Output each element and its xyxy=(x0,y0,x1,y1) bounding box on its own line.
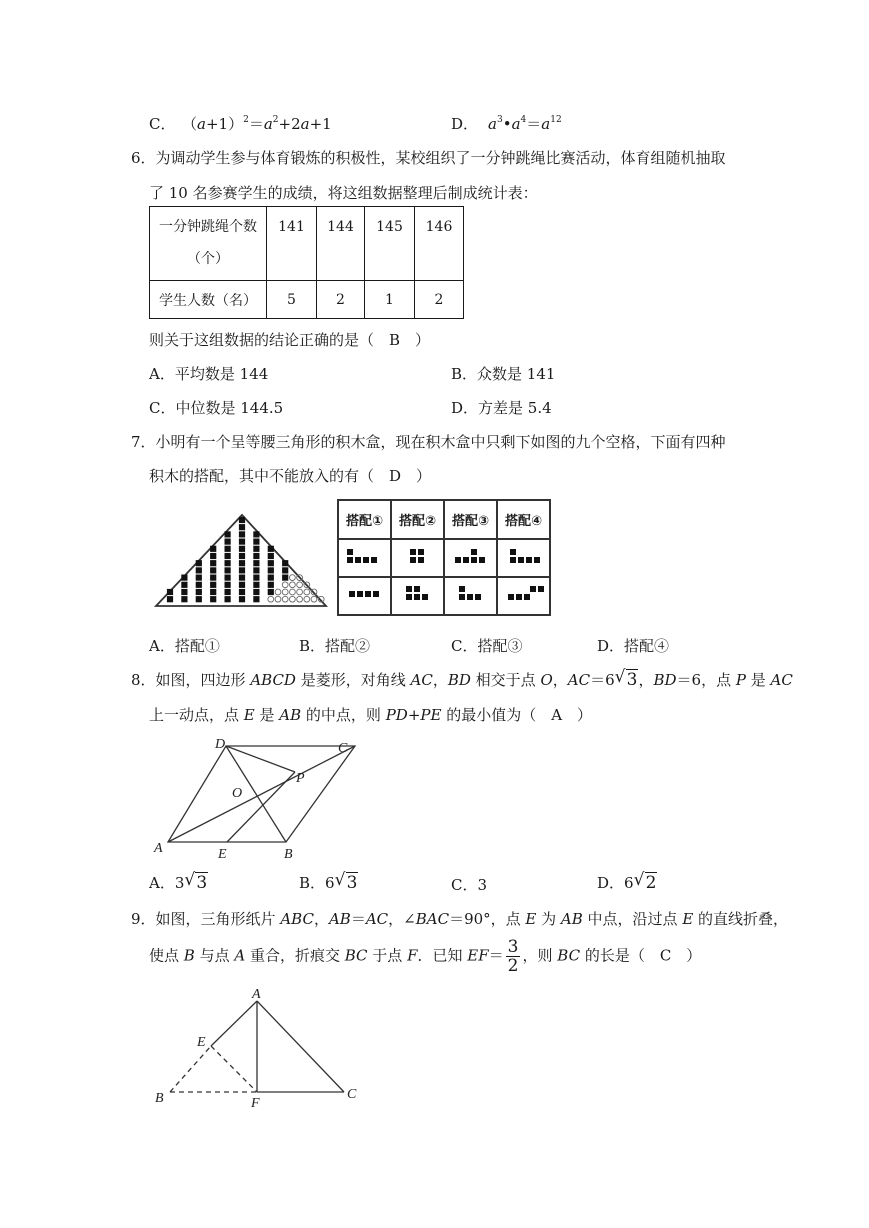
filled-cell xyxy=(253,582,259,588)
filled-cell xyxy=(225,596,231,602)
filled-cell xyxy=(253,560,259,566)
filled-cell xyxy=(239,596,245,602)
empty-cell xyxy=(290,589,296,595)
q6-option-c: C．中位数是 144.5 xyxy=(149,399,284,417)
filled-cell xyxy=(239,582,245,588)
empty-cell xyxy=(282,582,288,588)
label-e: E xyxy=(218,847,227,862)
q8-option-a: A．3 √ 3 xyxy=(149,870,208,893)
filled-cell xyxy=(239,539,245,545)
filled-cell xyxy=(253,539,259,545)
q6-option-b: B．众数是 141 xyxy=(451,365,556,383)
q7-option-b: B．搭配② xyxy=(299,637,371,655)
q8-option-c: C．3 xyxy=(451,876,488,894)
filled-cell xyxy=(181,596,187,602)
empty-cell xyxy=(290,596,296,602)
combo-1-piece-2 xyxy=(338,577,391,615)
empty-cell xyxy=(304,596,310,602)
segment-pd xyxy=(226,746,295,772)
filled-cell xyxy=(225,567,231,573)
filled-cell xyxy=(239,546,245,552)
filled-cell xyxy=(225,560,231,566)
q9-line-2: 使点 B 与点 A 重合，折痕交 BC 于点 F．已知 EF＝ $\frac{3}{2}$ ，则 BC 的长是（ C ） xyxy=(149,937,702,976)
q9-line-1: 9．如图，三角形纸片 ABC，AB＝AC，∠BAC＝90°，点 E 为 AB 中点，沿过点 E 的直线折叠， xyxy=(131,910,789,928)
filled-cell xyxy=(282,560,288,566)
filled-cell xyxy=(225,582,231,588)
combo-4-piece-1 xyxy=(497,539,550,577)
q5-option-d: D． $a^3•a^4=a^{12}$ xyxy=(451,115,562,133)
header-value-cell: 145 xyxy=(365,207,415,281)
header-label-cell: 一分钟跳绳个数 （个） xyxy=(150,207,267,281)
fraction: $\frac{3}{2}$ xyxy=(507,937,519,976)
filled-cell xyxy=(268,582,274,588)
filled-cell xyxy=(239,567,245,573)
filled-cell xyxy=(210,553,216,559)
filled-cell xyxy=(239,560,245,566)
empty-cell xyxy=(282,596,288,602)
filled-cell xyxy=(196,575,202,581)
label-c: C xyxy=(347,1087,357,1102)
combo-header: 搭配③ xyxy=(444,500,497,539)
q7-combo-table xyxy=(337,499,551,616)
q8-option-d: D．6 √ 2 xyxy=(597,870,657,893)
filled-cell xyxy=(210,589,216,595)
filled-cell xyxy=(210,582,216,588)
filled-cell xyxy=(225,531,231,537)
filled-cell xyxy=(268,567,274,573)
row-value-cell: 1 xyxy=(365,281,415,319)
filled-cell xyxy=(253,531,259,537)
q5-option-c: C． $(a+1)^2=a^2+2a+1$ xyxy=(149,115,332,133)
sqrt-expression: √ 3 xyxy=(614,667,638,690)
combo-3-piece-2 xyxy=(444,577,497,615)
empty-cell xyxy=(297,589,303,595)
q6-option-a: A．平均数是 144 xyxy=(149,365,269,383)
empty-cell xyxy=(290,582,296,588)
combo-header: 搭配① xyxy=(338,500,391,539)
filled-cell xyxy=(196,582,202,588)
combo-1-piece-1 xyxy=(338,539,391,577)
filled-cell xyxy=(167,596,173,602)
filled-cell xyxy=(239,553,245,559)
q7-option-c: C．搭配③ xyxy=(451,637,523,655)
row-value-cell: 2 xyxy=(317,281,365,319)
filled-cell xyxy=(239,589,245,595)
label-f: F xyxy=(251,1096,260,1110)
filled-cell xyxy=(181,582,187,588)
filled-cell xyxy=(239,517,245,523)
filled-cell xyxy=(196,567,202,573)
q8-line-2: 上一动点，点 E 是 AB 的中点，则 PD+PE 的最小值为（ A ） xyxy=(149,706,593,724)
empty-cell xyxy=(275,596,281,602)
label-p: P xyxy=(296,771,305,786)
q8-option-b: B．6 √ 3 xyxy=(299,870,358,893)
label-c: C xyxy=(338,741,348,756)
rhombus-figure xyxy=(150,734,365,862)
filled-cell xyxy=(268,589,274,595)
empty-cell xyxy=(290,575,296,581)
filled-cell xyxy=(253,553,259,559)
label-e: E xyxy=(197,1035,206,1050)
empty-cell xyxy=(297,596,303,602)
combo-header: 搭配② xyxy=(391,500,444,539)
filled-cell xyxy=(282,575,288,581)
segment-ef-dashed xyxy=(211,1046,257,1092)
filled-cell xyxy=(253,596,259,602)
q6-option-d: D．方差是 5.4 xyxy=(451,399,552,417)
combo-4-piece-2 xyxy=(497,577,550,615)
filled-cell xyxy=(253,575,259,581)
filled-cell xyxy=(210,567,216,573)
filled-cell xyxy=(253,567,259,573)
filled-cell xyxy=(210,596,216,602)
q6-line-1: 6．为调动学生参与体育锻炼的积极性，某校组织了一分钟跳绳比赛活动，体育组随机抽取 xyxy=(131,149,726,167)
filled-cell xyxy=(196,560,202,566)
filled-cell xyxy=(239,531,245,537)
filled-cell xyxy=(268,575,274,581)
label-b: B xyxy=(284,847,293,862)
filled-cell xyxy=(225,546,231,552)
empty-cell xyxy=(311,596,317,602)
combo-2-piece-2 xyxy=(391,577,444,615)
q8-line-1: 8．如图，四边形 ABCD 是菱形，对角线 AC，BD 相交于点 O，AC＝6 √ 3，BD＝6，点 P 是 AC xyxy=(131,667,793,690)
filled-cell xyxy=(181,575,187,581)
label-a: A xyxy=(252,987,261,1002)
label-a: A xyxy=(154,841,163,856)
combo-3-piece-1 xyxy=(444,539,497,577)
row-value-cell: 2 xyxy=(415,281,464,319)
filled-cell xyxy=(239,575,245,581)
empty-cell xyxy=(304,589,310,595)
q6-question: 则关于这组数据的结论正确的是（ B ） xyxy=(149,331,431,349)
filled-cell xyxy=(210,560,216,566)
q7-line-2: 积木的搭配，其中不能放入的有（ D ） xyxy=(149,467,432,485)
filled-cell xyxy=(196,589,202,595)
label-b: B xyxy=(155,1091,164,1106)
segment-ae xyxy=(211,1001,257,1046)
filled-cell xyxy=(210,546,216,552)
filled-cell xyxy=(225,575,231,581)
diagonal-ac xyxy=(168,746,355,842)
header-value-cell: 141 xyxy=(267,207,317,281)
filled-cell xyxy=(253,546,259,552)
empty-cell xyxy=(282,589,288,595)
header-value-cell: 146 xyxy=(415,207,464,281)
combo-header: 搭配④ xyxy=(497,500,550,539)
filled-cell xyxy=(210,575,216,581)
filled-cell xyxy=(225,553,231,559)
empty-cells xyxy=(268,575,324,602)
block-box-figure xyxy=(150,510,330,610)
filled-cell xyxy=(268,553,274,559)
filled-cell xyxy=(196,596,202,602)
filled-cell xyxy=(239,524,245,530)
row-value-cell: 5 xyxy=(267,281,317,319)
q6-line-2: 了 10 名参赛学生的成绩，将这组数据整理后制成统计表： xyxy=(149,184,538,202)
filled-cell xyxy=(253,589,259,595)
filled-cell xyxy=(268,560,274,566)
q7-option-a: A．搭配① xyxy=(149,637,220,655)
empty-cell xyxy=(297,582,303,588)
empty-cell xyxy=(268,596,274,602)
segment-ac xyxy=(257,1001,344,1092)
filled-cell xyxy=(181,589,187,595)
filled-cell xyxy=(225,589,231,595)
empty-cell xyxy=(275,589,281,595)
header-value-cell: 144 xyxy=(317,207,365,281)
q7-line-1: 7．小明有一个呈等腰三角形的积木盒，现在积木盒中只剩下如图的九个空格，下面有四种 xyxy=(131,433,726,451)
q7-option-d: D．搭配④ xyxy=(597,637,670,655)
triangle-fold-figure xyxy=(150,985,365,1110)
row-label-cell: 学生人数（名） xyxy=(150,281,267,319)
label-o: O xyxy=(232,786,243,801)
filled-cell xyxy=(225,539,231,545)
filled-cell xyxy=(268,546,274,552)
filled-cell xyxy=(167,589,173,595)
segment-be-dashed xyxy=(170,1046,211,1092)
filled-cell xyxy=(282,567,288,573)
q6-stats-table xyxy=(149,206,464,319)
label-d: D xyxy=(215,737,226,752)
combo-2-piece-1 xyxy=(391,539,444,577)
